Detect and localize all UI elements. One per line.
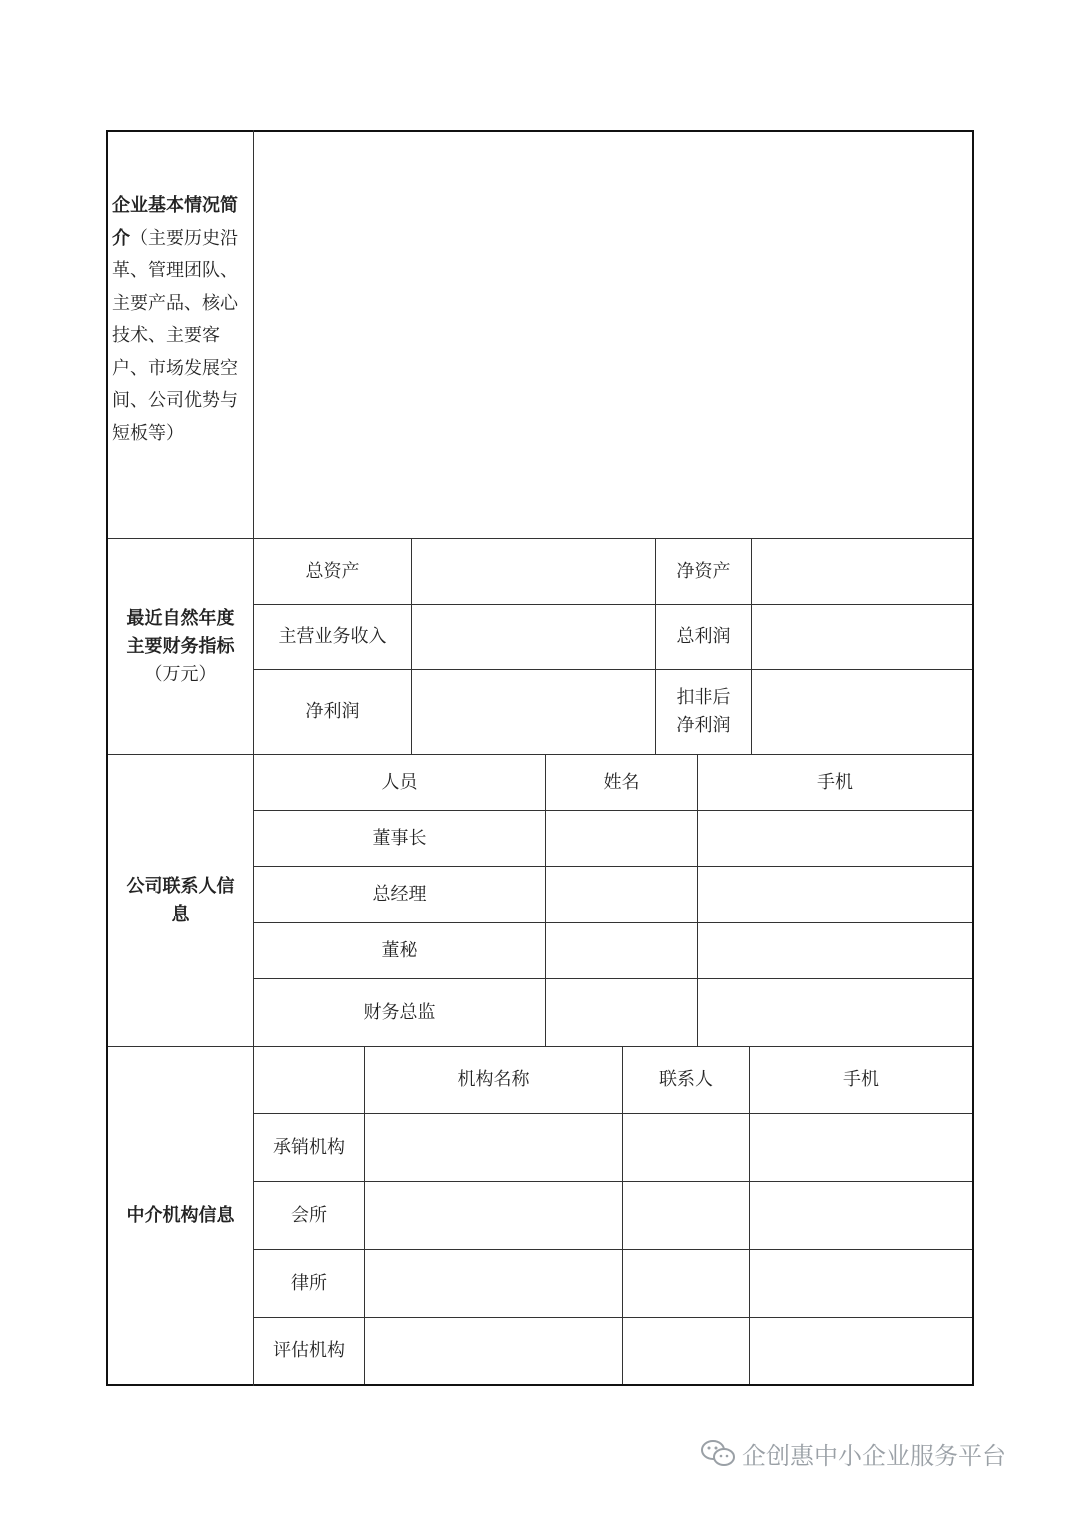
contacts-label	[108, 755, 253, 1046]
gm-phone-input[interactable]	[698, 867, 972, 922]
net-profit-deducted-label	[656, 670, 751, 754]
agencies-header-org: 机构名称	[457, 1069, 530, 1090]
contacts-row-gm: 总经理	[372, 883, 427, 905]
intro-label-bold: 企业基本情况简介	[112, 195, 238, 249]
appraisal-phone-input[interactable]	[750, 1318, 972, 1384]
border-right	[972, 130, 974, 1386]
contacts-row-cfo: 财务总监	[363, 1001, 436, 1023]
net-profit-input[interactable]	[412, 670, 655, 754]
main-revenue-input[interactable]	[412, 605, 655, 669]
total-profit-input[interactable]	[752, 605, 972, 669]
underwriter-org-input[interactable]	[365, 1114, 622, 1181]
net-assets-label: 净资产	[676, 560, 731, 582]
footer-text: 企创惠中小企业服务平台	[742, 1441, 1006, 1470]
intro-label	[112, 190, 246, 450]
total-profit-label: 总利润	[676, 626, 731, 647]
intro-label-detail: （主要历史沿革、管理团队、主要产品、核心技术、主要客户、市场发展空间、公司优势与短板等）	[112, 227, 238, 444]
intro-input-area[interactable]	[254, 132, 972, 538]
agencies-row-appraisal: 评估机构	[273, 1340, 345, 1361]
accounting-phone-input[interactable]	[750, 1182, 972, 1249]
secretary-phone-input[interactable]	[698, 923, 972, 978]
underwriter-phone-input[interactable]	[750, 1114, 972, 1181]
agencies-label: 中介机构信息	[126, 1204, 235, 1226]
contacts-label-text: 公司联系人信息	[126, 875, 235, 925]
total-assets-input[interactable]	[412, 539, 655, 604]
law-contact-input[interactable]	[623, 1250, 749, 1317]
accounting-org-input[interactable]	[365, 1182, 622, 1249]
agencies-header-contact: 联系人	[659, 1069, 713, 1090]
contacts-header-name: 姓名	[603, 771, 640, 793]
border-bottom	[106, 1384, 974, 1386]
footer-watermark	[700, 1433, 1060, 1473]
cfo-phone-input[interactable]	[698, 979, 972, 1046]
chairman-phone-input[interactable]	[698, 811, 972, 866]
appraisal-org-input[interactable]	[365, 1318, 622, 1384]
agencies-row-underwriter: 承销机构	[273, 1136, 345, 1158]
agencies-header-phone: 手机	[843, 1069, 879, 1090]
net-profit-deducted-input[interactable]	[752, 670, 972, 754]
contacts-header-phone: 手机	[817, 771, 853, 793]
appraisal-contact-input[interactable]	[623, 1318, 749, 1384]
main-revenue-label: 主营业务收入	[278, 626, 387, 647]
secretary-name-input[interactable]	[546, 923, 697, 978]
contacts-row-chairman: 董事长	[372, 827, 427, 849]
contacts-row-secretary: 董秘	[381, 939, 418, 961]
law-phone-input[interactable]	[750, 1250, 972, 1317]
agencies-row-law: 律所	[291, 1272, 327, 1294]
law-org-input[interactable]	[365, 1250, 622, 1317]
gm-name-input[interactable]	[546, 867, 697, 922]
net-assets-input[interactable]	[752, 539, 972, 604]
agencies-row-accounting: 会所	[291, 1204, 327, 1226]
finance-label-text: 最近自然年度主要财务指标	[126, 607, 235, 657]
accounting-contact-input[interactable]	[623, 1182, 749, 1249]
wechat-icon	[700, 1438, 736, 1468]
total-assets-label: 总资产	[305, 560, 360, 582]
chairman-name-input[interactable]	[546, 811, 697, 866]
underwriter-contact-input[interactable]	[623, 1114, 749, 1181]
contacts-header-person: 人员	[381, 771, 418, 793]
cfo-name-input[interactable]	[546, 979, 697, 1046]
finance-label	[108, 539, 253, 754]
finance-unit: （万元）	[144, 663, 217, 685]
agencies-header-blank	[254, 1047, 364, 1113]
net-profit-deducted-text: 扣非后净利润	[676, 687, 731, 736]
net-profit-label: 净利润	[305, 701, 360, 722]
